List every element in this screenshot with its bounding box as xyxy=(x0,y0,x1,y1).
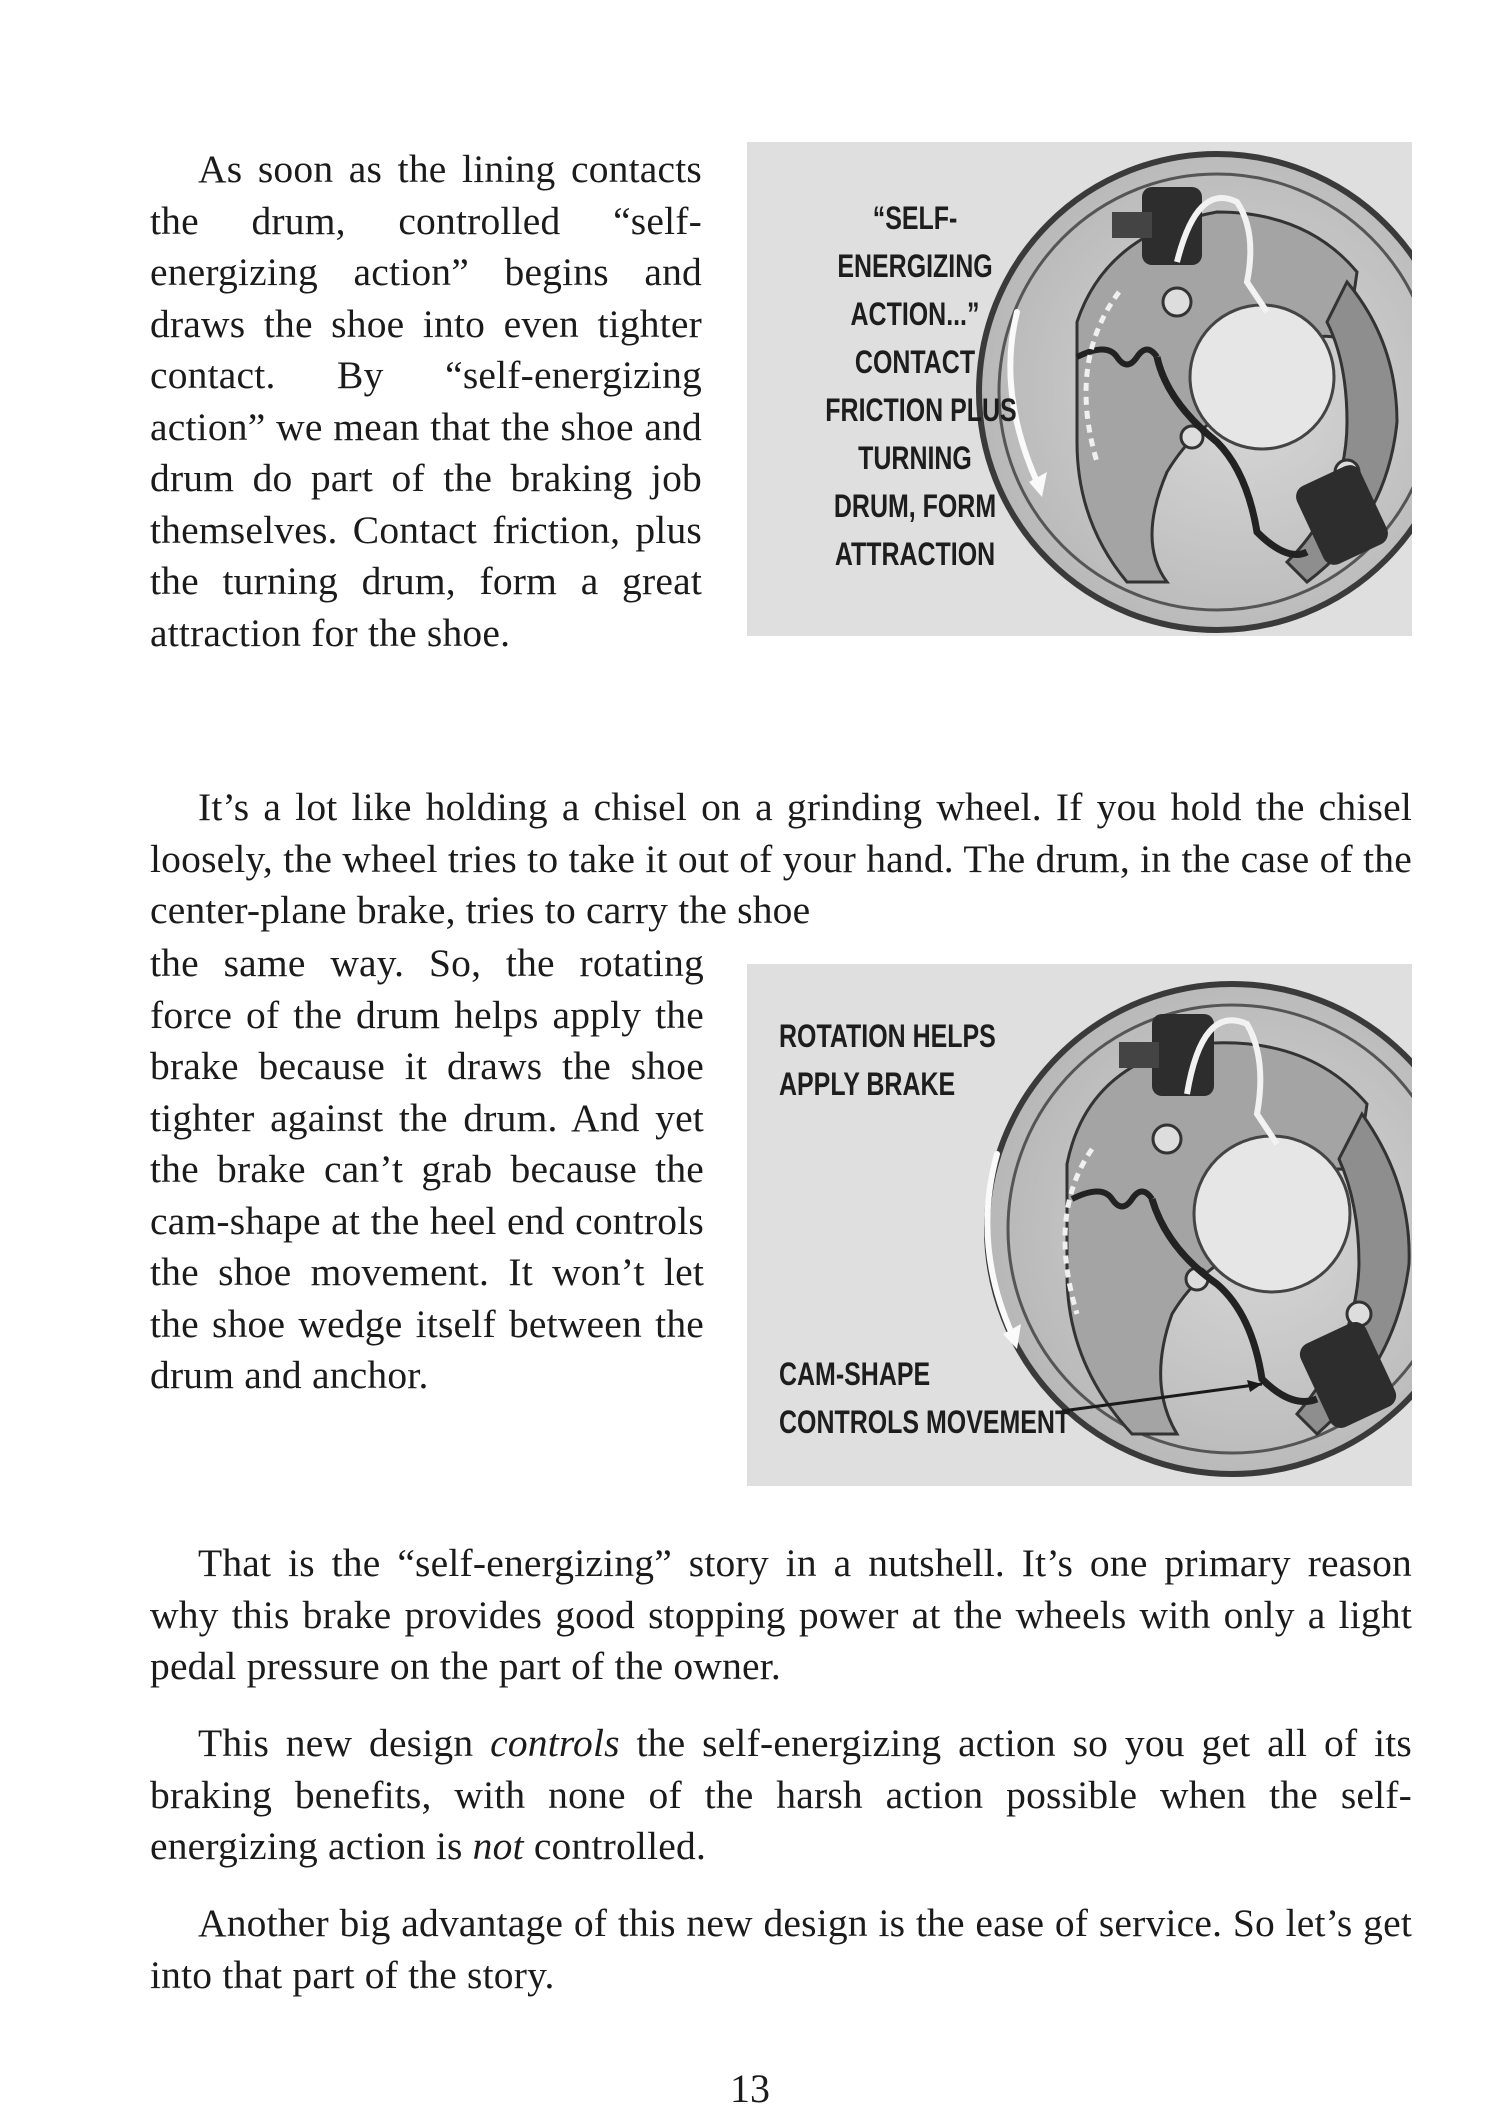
paragraph-2-side-text: the same way. So, the rotating force of the drum helps apply the brake because it draws the shoe tighter against the drum. And yet the brake can’t grab because the cam-shape at the heel end controls the shoe movement. It won’t let the shoe wedge itself between the drum and anchor. xyxy=(150,941,704,1397)
paragraph-nutshell xyxy=(150,1538,1412,1693)
text-run: the self-energizing action so you get all of its braking benefits, with none of the harsh action possible when the self-energizing action is xyxy=(150,1721,1412,1868)
paragraph-1-text: As soon as the lining contacts the drum, controlled “self-energizing action” begins and draws the shoe into even tighter contact. By “self-energizing action” we mean that the shoe and drum do part of the braking job themselves. Contact friction, plus the turning drum, form a great attraction for the shoe. xyxy=(150,147,702,655)
caption-line: CONTROLS MOVEMENT xyxy=(779,1404,1071,1440)
text-run: controlled. xyxy=(523,1824,707,1868)
paragraph-chisel-analogy xyxy=(150,782,1412,937)
paragraph-5-text: Another big advantage of this new design is the ease of service. So let’s get into that part of the story. xyxy=(150,1901,1412,1997)
text-run: This new design xyxy=(198,1721,491,1765)
emphasis-not: not xyxy=(472,1824,524,1868)
page-number: 13 xyxy=(730,2066,770,2111)
caption-line: CAM-SHAPE xyxy=(779,1356,931,1392)
paragraph-ease-of-service xyxy=(150,1898,1412,2001)
caption-line: APPLY BRAKE xyxy=(779,1066,956,1102)
caption-line: “SELF- xyxy=(872,200,958,236)
paragraph-2-text: It’s a lot like holding a chisel on a grinding wheel. If you hold the chisel loosely, the wheel tries to take it out of your hand. The drum, in the case of the center-plane brake, tries to carry the shoe xyxy=(150,785,1412,932)
caption-line: CONTACT xyxy=(854,344,976,380)
paragraph-self-energizing xyxy=(150,144,702,659)
caption-line: ROTATION HELPS xyxy=(779,1018,996,1054)
figure-2-caption-top xyxy=(779,1012,996,1108)
figure-1-caption xyxy=(825,194,1017,578)
paragraph-new-design xyxy=(150,1718,1412,1873)
paragraph-3-text: That is the “self-energizing” story in a nutshell. It’s one primary reason why this brake provides good stopping power at the wheels with only a light pedal pressure on the part of the owner. xyxy=(150,1541,1412,1688)
figure-2-caption-bottom xyxy=(779,1350,1070,1446)
caption-line: DRUM, FORM xyxy=(833,488,997,524)
caption-line: TURNING xyxy=(858,440,972,476)
caption-line: ACTION...” xyxy=(850,296,980,332)
caption-line: ATTRACTION xyxy=(834,536,996,572)
paragraph-chisel-continued xyxy=(150,938,704,1402)
emphasis-controls: controls xyxy=(490,1721,620,1765)
caption-line: FRICTION PLUS xyxy=(825,392,1017,428)
caption-line: ENERGIZING xyxy=(837,248,993,284)
paragraph-4-text xyxy=(150,1718,1412,1873)
